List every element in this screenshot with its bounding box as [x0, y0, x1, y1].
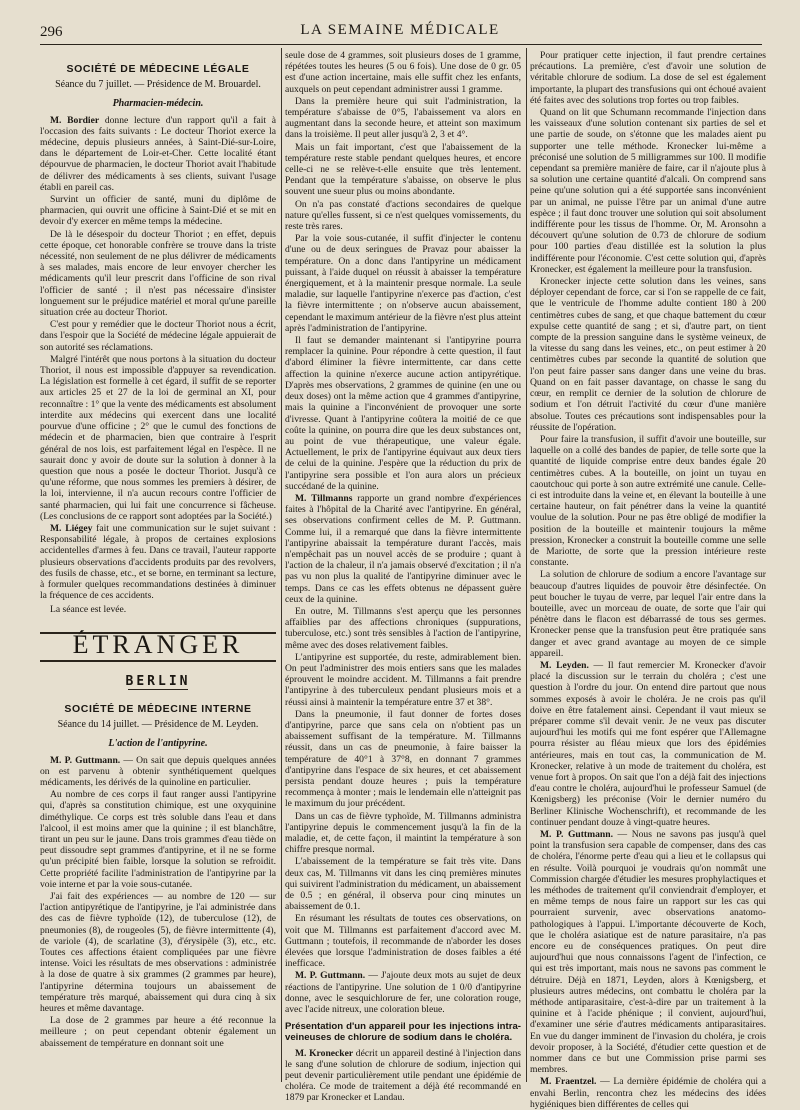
- paragraph: Pour pratiquer cette injection, il faut prendre certaines précautions. La première, c'est d'avoir une solution de véritable chlorure de sodium. La dose de sel est également importante, la plupart des transfusions qui ont échoué avaient été faites avec des solutions trop fortes ou trop faibles.: [530, 50, 766, 106]
- paragraph: Quand on lit que Schumann recommande l'injection dans les vaisseaux d'une solution contenant six parties de sel et une partie de soude, on s'étonne que les malades aient pu supporter une telle méthode. Kronecker lui-même a préconisé une solution de 5 milligrammes sur 100. Il modifie cependant sa première manière de faire, car il n'ajoute plus à sa solution une certaine quantité d'alcali. On comprend sans peine qu'une solution qui a été supportée sans inconvénient par un animal, ne puisse l'être par un animal d'une autre espèce ; il faut donc trouver une solution qui soit absolument indifférente pour les tissus de l'homme. Or, M. Aronsohn a découvert qu'une solution de 0.73 de chlorure de sodium pour 100 parties d'eau distillée est la solution la plus indifférente pour l'économie. C'est cette solution qui, d'après Kronecker, est également la meilleure pour la transfusion.: [530, 107, 766, 275]
- column-divider: [526, 48, 527, 1082]
- paragraph: C'est pour y remédier que le docteur Thoriot nous a écrit, dans l'espoir que la Société de médecine légale appuierait de son autorité ses réclamations.: [40, 319, 276, 353]
- speaker-name: M. P. Guttmann.: [540, 829, 613, 841]
- paragraph-text: — Il faut remercier M. Kronecker d'avoir placé la discussion sur le terrain du choléra ; c'est une question à l'ordre du jour. On entend dire partout que nous sommes exposés à avoir le choléra. Je ne crois pas qu'il doive en être fatalement ainsi. Cependant il vaut mieux se préparer comme s'il devait venir. Je ne veux pas discuter aujourd'hui les motifs qui me font espérer que l'Allemagne pourra résister au fléau mieux que lors des épidémies antérieures, mais en tout cas, la communication de M. Kronecker, relative à un mode de traitement du choléra, est venue fort à propos. On sait que l'on a déjà fait des injections d'eau contre le choléra, aujourd'hui le professeur Samuel (de Kœnigsberg) les préconise (Voir le dernier numéro du Berliner Klinische Wochenschrift), et recommande de les continuer pendant douze à vingt-quatre heures.: [530, 659, 766, 828]
- banner-text: ÉTRANGER: [72, 629, 244, 659]
- paragraph: [285, 1048, 521, 1104]
- column-right: [530, 50, 767, 1110]
- session-line: Séance du 7 juillet. — Présidence de M. Brouardel.: [55, 79, 261, 91]
- paragraph: La solution de chlorure de sodium a encore l'avantage sur beaucoup d'autres liquides de pouvoir être désinfectée. On peut boucher le tuyau de verre, par lequel l'air entre dans la bouteille, avec un morceau de ouate, de sorte que l'air qui pénètre dans le flacon est débarrassé de tous ses germes. Kronecker pense que la transfusion peut être pratiquée sans danger et avec grand avantage au moyen de ce simple appareil.: [530, 569, 766, 659]
- paragraph: Survint un officier de santé, muni du diplôme de pharmacien, qui ouvrit une officine à Saint-Dié et se mit en devoir d'y exercer en même temps la médecine.: [40, 194, 276, 228]
- paragraph: En résumant les résultats de toutes ces observations, on voit que M. Tillmanns est parfaitement d'accord avec M. Guttmann ; toutefois, il recommande de n'aborder les doses élevées que lorsque l'administration de doses faibles a été inefficace.: [285, 913, 521, 970]
- paragraph-text: fait une communication sur le sujet suivant : Responsabilité légale, à propos de certaines explosions accidentelles d'armes à feu. Dans ce travail, l'auteur rapporte plusieurs observations d'accidents produits par des revolvers, des fusils de chasse, etc., et se borne, en terminant sa lecture, à formuler quelques recommandations destinées à diminuer la fréquence de ces accidents.: [40, 522, 277, 602]
- section-banner: [40, 629, 276, 662]
- subheading: L'action de l'antipyrine.: [108, 738, 208, 750]
- paragraph: [285, 493, 521, 605]
- section-title: SOCIÉTÉ DE MÉDECINE INTERNE: [64, 702, 252, 715]
- paragraph: Dans un cas de fièvre typhoïde, M. Tillmanns administra l'antipyrine depuis le commencement jusqu'à la fin de la maladie, et, de cette façon, il maintint la température à son chiffre presque normal.: [285, 810, 521, 856]
- paragraph: Pour faire la transfusion, il suffit d'avoir une bouteille, sur laquelle on a collé des bandes de papier, de telle sorte que la quantité de liquide comprise entre deux bandes égale 20 centimètres cubes. A la bouteille, on joint un tuyau en caoutchouc qui porte à son autre extrémité une canule. Celle-ci est introduite dans la veine et, en élevant la bouteille à une certaine hauteur, on fait pénétrer dans la veine la quantité voulue de la solution. Pour ne pas être obligé de modifier la position de la bouteille et maintenir toujours la même pression, Kronecker a construit la bouteille comme une selle de Mariotte, de sorte que la pression intérieure reste constante.: [530, 433, 766, 569]
- paragraph: L'abaissement de la température se fait très vite. Dans deux cas, M. Tillmanns vit dans les cinq premières minutes qui suivirent l'administration du médicament, un abaissement de 0.5 ; en général, il observa pour cinq minutes un abaissement de 0.1.: [285, 856, 521, 913]
- divider: [128, 689, 188, 690]
- paragraph-text: — La dernière épidémie de choléra qui a envahi Berlin, rencontra chez les médecins des idées hygiéniques bien différentes de celles qui: [530, 1076, 766, 1110]
- paragraph: En outre, M. Tillmanns s'est aperçu que les personnes affaiblies par des affections chroniques (suppurations, tuberculose, etc.) sont très sensibles à l'action de l'antipyrine, même avec des doses relativement faibles.: [285, 605, 521, 651]
- paragraph: [530, 829, 766, 1075]
- paragraph: Mais un fait important, c'est que l'abaissement de la température reste stable pendant quelques heures, et encore celle-ci ne se relève-t-elle ensuite que très lentement. Pendant que la température s'abaisse, on observe le plus souvent une sueur plus ou moins abondante.: [285, 141, 521, 198]
- journal-title: LA SEMAINE MÉDICALE: [300, 22, 500, 38]
- paragraph: Dans la première heure qui suit l'administration, la température s'abaisse de 0°5, l'abaissement va alors en augmentant dans la seconde heure, et atteint son maximum dans la troisième. Il peut aller jusqu'à 2, 3 et 4°.: [285, 95, 521, 141]
- column-divider: [281, 48, 282, 1082]
- paragraph: On n'a pas constaté d'actions secondaires de quelque nature qu'elles fussent, si ce n'est quelques vomissements, du reste très rares.: [285, 198, 521, 233]
- column-middle: [285, 50, 522, 1104]
- column-left: [40, 50, 276, 1080]
- page-number: 296: [40, 24, 63, 40]
- speaker-name: M. Kronecker: [295, 1047, 354, 1059]
- speaker-name: M. Leyden.: [540, 659, 589, 671]
- paragraph: seule dose de 4 grammes, soit plusieurs doses de 1 gramme, répétées toutes les heures (5 ou 6 fois). Une dose de 0 gr. 05 est d'une action incertaine, mais elle suffit chez les enfants, auxquels on peut cependant administrer aussi 1 gramme.: [285, 50, 521, 95]
- section-title: SOCIÉTÉ DE MÉDECINE LÉGALE: [66, 63, 250, 75]
- paragraph: [530, 660, 766, 828]
- header-rule: [40, 44, 762, 45]
- speaker-name: M. P. Guttmann.: [50, 754, 121, 766]
- city-heading: BERLIN: [125, 673, 191, 689]
- article-subheading: Présentation d'un appareil pour les injections intra-veineuses de chlorure de sodium dans le choléra.: [285, 1021, 521, 1044]
- paragraph: Dans la pneumonie, il faut donner de fortes doses d'antipyrine, parce que sans cela on n'obtient pas un abaissement suffisant de la température. M. Tillmanns réussit, dans un cas de pneumonie, à faire baisser la température de 40°1 à 37°8, en donnant 7 grammes d'antipyrine dans l'espace de six heures, et cet abaissement persista pendant douze heures ; puis la température recommença à monter ; mais le lendemain elle n'atteignit pas le maximum du jour précédent.: [285, 708, 521, 810]
- paragraph: Kronecker injecte cette solution dans les veines, sans déployer cependant de force, car si l'on se rappelle de ce fait, que le ventricule de l'homme adulte contient 180 à 200 centimètres cubes de sang, et que chaque battement du cœur expulse cette quantité de sang ; et si, d'autre part, on tient compte de la pression sanguine dans le système veineux, de la vitesse du sang dans les veines, etc., on peut estimer à 20 centimètres cubes par seconde la quantité de solution que l'on peut faire passer sans danger dans une veine du bras. Quand on en fait passer davantage, on chasse le sang du cœur, en remplit ce dernier de la solution de chlorure de sodium et l'on détruit l'activité du cœur d'une manière absolue. Toutes ces précautions sont indispensables pour la réussite de l'opération.: [530, 276, 766, 433]
- paragraph-text: rapporte un grand nombre d'expériences faites à l'hôpital de la Charité avec l'antipyrine. En général, ses observations confirment celles de M. P. Guttmann. Comme lui, il a remarqué que dans la fièvre intermittente l'antipyrine abaissait la température durant l'accès, mais n'empêchait pas un nouvel accès de se produire ; quant à l'action de la chaleur, il n'a jamais observé d'excitation ; il n'a pas vu non plus la qualité de l'antipyrine diminuer avec le temps. Dans ce cas les effets obtenus ne dépassent guère ceux de la quinine.: [285, 492, 522, 605]
- paragraph: La dose de 2 grammes par heure a été reconnue la meilleure ; on peut cependant obtenir également un abaissement de température en donnant soit une: [40, 1015, 276, 1049]
- paragraph: Au nombre de ces corps il faut ranger aussi l'antipyrine qui, d'après sa constitution chimique, est une oxyquinine diméthylique. Ce corps est très soluble dans l'eau et dans l'alcool, il est moins amer que la quinine ; il est blanchâtre, tirant un peu sur le jaune. Dans trois grammes d'eau tiède on peut dissoudre sept grammes d'antipyrine, et il ne se forme qu'un précipité bien faible, lorsque la solution se refroidit. Cette propriété facilite l'administration de l'antipyrine par la voie interne et par la voie sous-cutanée.: [40, 789, 276, 890]
- paragraph: [530, 1076, 766, 1110]
- paragraph: Il faut se demander maintenant si l'antipyrine pourra remplacer la quinine. Pour répondre à cette question, il faut d'abord éliminer la fièvre intermittente, car dans cette affection la quinine n'exerce aucune action antipyrétique. D'après mes observations, 2 grammes de quinine (en une ou deux doses) ont la même action que 4 grammes d'antipyrine, mais la quinine a l'inconvénient de provoquer une sorte d'ivresse. Quant à l'antipyrine coûtera la moitié de ce que coûte la quinine, on pourra dire que les deux substances ont, au point de vue thérapeutique, une valeur égale. Actuellement, le prix de l'antipyrine équivaut aux deux tiers de celui de la quinine. J'espère que la réduction du prix de l'antipyrine sera possible et l'on aura alors un précieux succédané de la quinine.: [285, 335, 521, 492]
- running-head: [40, 20, 760, 44]
- paragraph: [40, 115, 276, 193]
- speaker-name: M. Fraentzel.: [540, 1076, 597, 1088]
- paragraph: L'antipyrine est supportée, du reste, admirablement bien. On peut l'administrer des mois entiers sans que les malades éprouvent le moindre accident. M. Tillmanns a fait prendre l'antipyrine à des tuberculeux pendant plusieurs mois et a réussi ainsi à maintenir la température entre 37 et 38°.: [285, 651, 521, 708]
- speaker-name: M. Tillmanns: [295, 492, 353, 504]
- speaker-name: M. P. Guttmann.: [295, 970, 366, 982]
- paragraph-text: donne lecture d'un rapport qu'il a fait à l'occasion des faits suivants : Le docteur Thoriot exerce la médecine, depuis plusieurs années, à Saint-Dié-sur-Loire, dans le département de Loir-et-Cher. Cette localité étant dépourvue de pharmacien, le docteur Thoriot avait l'habitude de délivrer des médicaments à ses clients, suivant l'usage établi en pareil cas.: [40, 114, 276, 193]
- speaker-name: M. Liégey: [50, 522, 93, 534]
- paragraph-text: — Nous ne savons pas jusqu'à quel point la transfusion sera capable de compenser, dans des cas de choléra, l'énorme perte d'eau qui a lieu et le collapsus qui en résulte. Voilà pourquoi je voudrais qu'on nommât une Commission chargée d'étudier les mesures prophylactiques et les méthodes de traitement qu'il conviendrait d'employer, et en même temps de nous faire un rapport sur les cas qui pourraient survenir, avec observations anatomo-pathologiques à l'appui. L'importante découverte de Koch, que le choléra asiatique est de nature parasitaire, n'a pas encore eu de conséquences pratiques. On peut dire aujourd'hui que nous connaissons l'agent de l'infection, ce qui est très important, mais nous ne savons pas comment le détruire. Déjà en 1871, Leyden, alors à Kœnigsberg, et plusieurs autres médecins, ont combattu le choléra par la méthode antiparasitaire, c'est-à-dire par un traitement à la quinine et à l'acide phénique ; il convient, aujourd'hui, d'examiner une série d'autres médicaments antiparasitaires. En vue du danger imminent de l'invasion du choléra, je crois devoir proposer, à la Société, d'étudier cette question et de nommer dans ce but une Commission prise parmi ses membres.: [530, 829, 767, 1076]
- paragraph: [40, 523, 276, 601]
- session-closed: La séance est levée.: [50, 604, 127, 616]
- speaker-name: M. Bordier: [50, 114, 100, 126]
- paragraph: J'ai fait des expériences — au nombre de 120 — sur l'action antipyrétique de l'antipyrine, je l'ai administrée dans des cas de fièvre typhoïde (12), de tuberculose (12), de pneumonies (8), de rougeoles (5), de fièvre intermittente (4), de variole (4), de scarlatine (3), d'érysipèle (3), etc., etc. Toutes ces affections étaient compliquées par une fièvre intense. Voici les résultats de mes observations : administrée à la dose de quatre à six grammes (2 grammes par heure), l'antipyrine détermina toujours un abaissement de température très marqué, abaissement qui dura cinq à six heures et même davantage.: [40, 891, 276, 1015]
- session-line: Séance du 14 juillet. — Présidence de M. Leyden.: [57, 719, 259, 731]
- paragraph: [40, 755, 276, 789]
- paragraph: [285, 970, 521, 1015]
- paragraph-text: — J'ajoute deux mots au sujet de deux réactions de l'antipyrine. Une solution de 1 0/0 d'antipyrine donne, avec le sesquichlorure de fer, une coloration rouge, avec l'acide nitreux, une coloration bleue.: [285, 970, 521, 1016]
- paragraph: De là le désespoir du docteur Thoriot ; en effet, depuis cette époque, cet honorable confrère se trouve dans la triste nécessité, non seulement de ne plus délivrer de médicaments à ses malades, mais encore de leur envoyer chercher les médicaments qu'il leur prescrit dans l'officine de son rival l'officier de santé ; il n'est pas nécessaire d'insister longuement sur le préjudice matériel et moral qu'une pareille situation crée au docteur Thoriot.: [40, 228, 276, 319]
- paragraph-text: — On sait que depuis quelques années on est parvenu à obtenir synthétiquement quelques médicaments, les dérivés de la quinoline en particulier.: [40, 754, 276, 788]
- paragraph-text: décrit un appareil destiné à l'injection dans le sang d'une solution de chlorure de sodium, injection qui peut devenir particulièrement utile pendant une épidémie de choléra. Ce mode de traitement a déjà été recommandé en 1879 par Kronecker et Landau.: [285, 1047, 521, 1104]
- subheading: Pharmacien-médecin.: [112, 98, 204, 110]
- paragraph: Malgré l'intérêt que nous portons à la situation du docteur Thoriot, il nous est impossible d'appuyer sa revendication. La législation est formelle à cet égard, il suffit de se reporter aux articles 25 et 27 de la loi de germinal an XI, pour reconnaître : 1° que la vente des médicaments est absolument interdite aux médecins qui exercent dans une localité pourvue d'une officine ; 2° que le cumul des fonctions de médecin et de pharmacien, bien que contraire à l'esprit général de nos lois, est parfaitement légal en l'espèce. Il ne saurait donc y avoir de doute sur la solution à donner à la question que nous a posée le docteur Thoriot. Jusqu'à ce qu'une réforme, que nous sommes les premiers à désirer, de la loi, intervienne, il n'a aucun recours contre l'officier de santé pharmacien, qui lui fait une concurrence si fâcheuse. (Les conclusions de ce rapport sont adoptées par la Société.): [40, 353, 276, 522]
- paragraph: Par la voie sous-cutanée, il suffit d'injecter le contenu d'une ou de deux seringues de Pravaz pour abaisser la température. On a donc dans l'antipyrine un médicament puissant, à l'aide duquel on réussit à abaisser la température énergiquement, et à la maintenir presque normale. La seule maladie, sur laquelle l'antipyrine n'exerce pas d'action, c'est la fièvre intermittente ; on n'observe aucun abaissement, cependant le maximum antérieur de la fièvre n'est plus atteint après l'administration de l'antipyrine.: [285, 233, 521, 334]
